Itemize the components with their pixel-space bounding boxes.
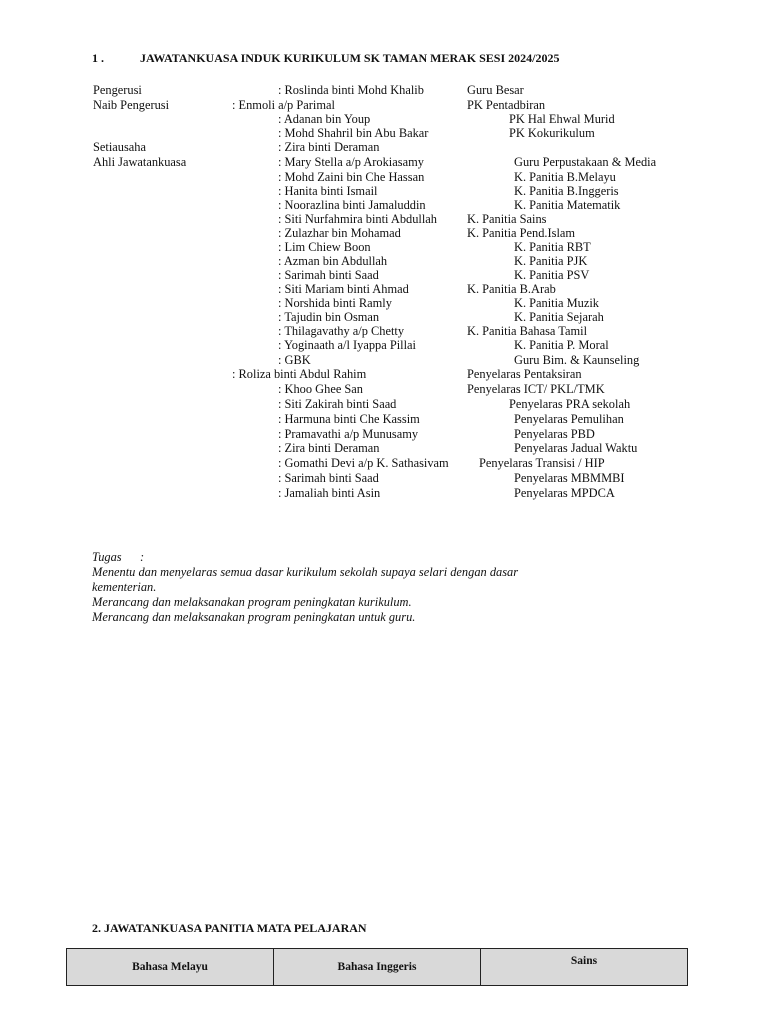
member-post: K. Panitia B.Melayu <box>514 170 616 184</box>
member-post: K. Panitia Muzik <box>514 296 600 310</box>
section-1-title: JAWATANKUASA INDUK KURIKULUM SK TAMAN MERAK SESI 2024/2025 <box>140 51 560 65</box>
member-name: : Thilagavathy a/p Chetty <box>278 324 405 338</box>
member-name: : Jamaliah binti Asin <box>278 486 381 500</box>
subject-table <box>66 948 688 986</box>
member-name: : Harmuna binti Che Kassim <box>278 412 420 426</box>
member-name: : Siti Zakirah binti Saad <box>278 397 397 411</box>
member-name: : Zulazhar bin Mohamad <box>278 226 401 240</box>
member-post: Guru Besar <box>467 83 524 97</box>
member-post: Penyelaras Transisi / HIP <box>479 456 605 470</box>
member-post: K. Panitia RBT <box>514 240 591 254</box>
member-name: : Mary Stella a/p Arokiasamy <box>278 155 424 169</box>
member-post: Penyelaras ICT/ PKL/TMK <box>467 382 605 396</box>
member-name: : Yoginaath a/l Iyappa Pillai <box>278 338 417 352</box>
member-name: : Norshida binti Ramly <box>278 296 392 310</box>
member-name: : Sarimah binti Saad <box>278 268 379 282</box>
tugas-line: Merancang dan melaksanakan program peningkatan kurikulum. <box>92 595 412 609</box>
member-post: Guru Bim. & Kaunseling <box>514 353 640 367</box>
tugas-line: Menentu dan menyelaras semua dasar kurikulum sekolah supaya selari dengan dasar <box>92 565 519 579</box>
member-name: : Noorazlina binti Jamaluddin <box>278 198 426 212</box>
member-name: : Siti Nurfahmira binti Abdullah <box>278 212 437 226</box>
member-name: : Roslinda binti Mohd Khalib <box>278 83 424 97</box>
member-post: Penyelaras PBD <box>514 427 595 441</box>
member-name: : Mohd Zaini bin Che Hassan <box>278 170 425 184</box>
member-name: : GBK <box>278 353 311 367</box>
member-post: Penyelaras MBMMBI <box>514 471 625 485</box>
member-post: K. Panitia Matematik <box>514 198 621 212</box>
member-post: Penyelaras MPDCA <box>514 486 615 500</box>
member-post: PK Kokurikulum <box>509 126 595 140</box>
member-post: Penyelaras Pemulihan <box>514 412 624 426</box>
table-row <box>67 949 688 986</box>
member-post: K. Panitia PJK <box>514 254 588 268</box>
member-post: Penyelaras Pentaksiran <box>467 367 582 381</box>
tugas-line: kementerian. <box>92 580 157 594</box>
member-post: K. Panitia B.Arab <box>467 282 556 296</box>
member-name: : Sarimah binti Saad <box>278 471 379 485</box>
section-1-number: 1 . <box>92 51 104 65</box>
member-post: K. Panitia Sejarah <box>514 310 604 324</box>
member-post: PK Hal Ehwal Murid <box>509 112 615 126</box>
member-name: : Roliza binti Abdul Rahim <box>232 367 367 381</box>
member-name: : Khoo Ghee San <box>278 382 363 396</box>
member-name: : Adanan bin Youp <box>278 112 371 126</box>
member-role: Setiausaha <box>93 140 146 154</box>
subject-cell: Sains <box>481 949 688 986</box>
member-post: K. Panitia B.Inggeris <box>514 184 619 198</box>
member-post: Penyelaras PRA sekolah <box>509 397 631 411</box>
member-name: : Lim Chiew Boon <box>278 240 371 254</box>
member-name: : Enmoli a/p Parimal <box>232 98 335 112</box>
member-post: K. Panitia Bahasa Tamil <box>467 324 588 338</box>
subject-cell: Bahasa Inggeris <box>274 949 481 986</box>
tugas-colon: : <box>140 550 145 564</box>
member-name: : Mohd Shahril bin Abu Bakar <box>278 126 429 140</box>
member-post: Penyelaras Jadual Waktu <box>514 441 638 455</box>
member-name: : Gomathi Devi a/p K. Sathasivam <box>278 456 449 470</box>
tugas-label: Tugas <box>92 550 122 564</box>
tugas-line: Merancang dan melaksanakan program peningkatan untuk guru. <box>92 610 416 624</box>
member-role: Ahli Jawatankuasa <box>93 155 187 169</box>
member-post: K. Panitia PSV <box>514 268 590 282</box>
member-name: : Azman bin Abdullah <box>278 254 388 268</box>
member-post: PK Pentadbiran <box>467 98 546 112</box>
subject-cell: Bahasa Melayu <box>67 949 274 986</box>
member-post: K. Panitia P. Moral <box>514 338 609 352</box>
section-2-title: 2. JAWATANKUASA PANITIA MATA PELAJARAN <box>92 921 367 935</box>
member-name: : Hanita binti Ismail <box>278 184 378 198</box>
member-name: : Pramavathi a/p Munusamy <box>278 427 419 441</box>
member-name: : Siti Mariam binti Ahmad <box>278 282 409 296</box>
member-name: : Zira binti Deraman <box>278 140 380 154</box>
member-post: Guru Perpustakaan & Media <box>514 155 657 169</box>
member-role: Pengerusi <box>93 83 142 97</box>
member-post: K. Panitia Sains <box>467 212 547 226</box>
member-name: : Tajudin bin Osman <box>278 310 380 324</box>
member-role: Naib Pengerusi <box>93 98 170 112</box>
member-name: : Zira binti Deraman <box>278 441 380 455</box>
member-post: K. Panitia Pend.Islam <box>467 226 576 240</box>
